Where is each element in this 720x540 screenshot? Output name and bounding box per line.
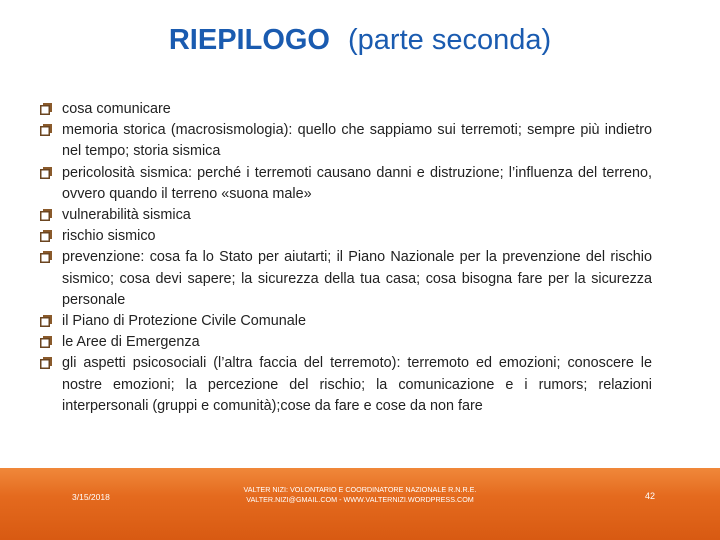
list-item (62, 311, 652, 332)
checkbox-bullet-icon (40, 315, 52, 327)
list-item-text: pericolosità sismica: perché i terremoti causano danni e distruzione; l’influenza del terreno, ovvero quando il terreno «suona male» (62, 164, 652, 202)
checkbox-bullet-icon (40, 103, 52, 115)
list-item-text: cosa comunicare (62, 101, 171, 117)
checkbox-bullet-icon (40, 230, 52, 242)
list-item-text: prevenzione: cosa fa lo Stato per aiutarti; il Piano Nazionale per la prevenzione del rischio sismico; cosa devi sapere; la sicurezza della tua casa; cosa bisogna fare per la sicurezza personale (62, 249, 652, 308)
checkbox-bullet-icon (40, 167, 52, 179)
checkbox-bullet-icon (40, 251, 52, 263)
list-item-text: memoria storica (macrosismologia): quello che sappiamo sui terremoti; sempre più indietro nel tempo; storia sismica (62, 122, 652, 160)
list-item (62, 332, 652, 353)
checkbox-bullet-icon (40, 124, 52, 136)
list-item (62, 163, 652, 205)
list-item (62, 205, 652, 226)
title-sub: (parte seconda) (348, 24, 552, 56)
page-number: 42 (644, 491, 655, 501)
title-main: RIEPILOGO (168, 24, 330, 56)
list-item (62, 226, 652, 247)
list-item (62, 120, 652, 162)
list-item (62, 99, 652, 120)
list-item-text: gli aspetti psicosociali (l’altra faccia del terremoto): terremoto ed emozioni; conoscere le nostre emozioni; la percezione del rischio; la comunicazione e i rumors; relazioni interpersonali (gruppi e comunità);cose da fare e cose da non fare (62, 355, 652, 414)
slide-title (0, 20, 720, 60)
list-item-text: il Piano di Protezione Civile Comunale (62, 313, 306, 330)
list-item-text: vulnerabilità sismica (62, 207, 191, 224)
footer-bar (0, 468, 720, 540)
footer-credits (190, 485, 530, 505)
bullet-list (62, 99, 652, 417)
footer-credit-line-1: VALTER NIZI: VOLONTARIO E COORDINATORE NAZIONALE R.N.R.E. (243, 485, 477, 494)
footer-date: 3/15/2018 (72, 492, 110, 502)
list-item (62, 353, 652, 417)
list-item-text: le Aree di Emergenza (62, 334, 200, 351)
checkbox-bullet-icon (40, 357, 52, 369)
checkbox-bullet-icon (40, 336, 52, 348)
list-item-text: rischio sismico (62, 228, 156, 245)
footer-credit-line-2: VALTER.NIZI@GMAIL.COM - WWW.VALTERNIZI.WORDPRESS.COM (246, 495, 474, 504)
list-item (62, 247, 652, 311)
checkbox-bullet-icon (40, 209, 52, 221)
